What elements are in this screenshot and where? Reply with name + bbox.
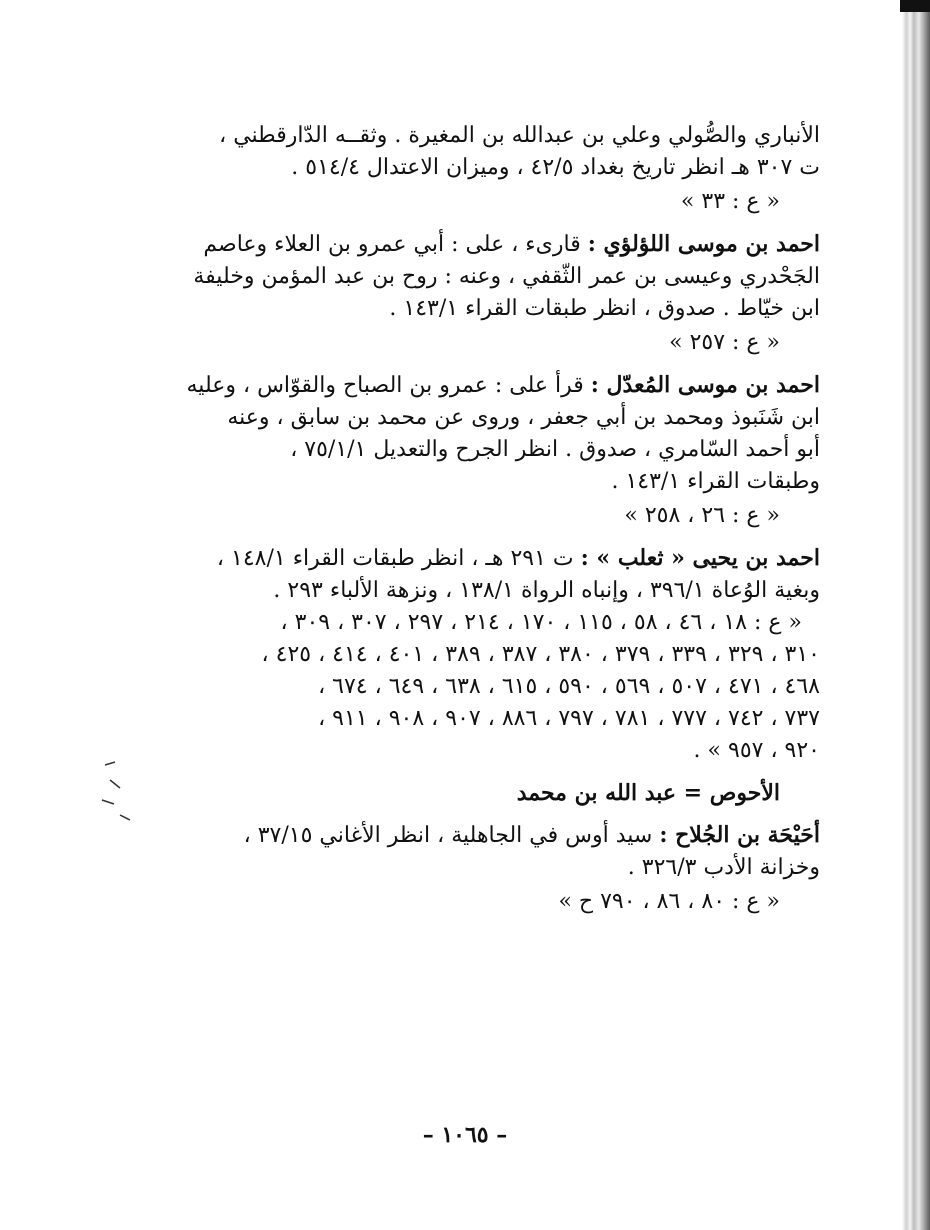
text-line: وخزانة الأدب ٣٢٦/٣ . (627, 855, 820, 880)
reference-line: « ع : ١٨ ، ٤٦ ، ٥٨ ، ١١٥ ، ١٧٠ ، ٢١٤ ، ٢٩٧ ، ٣٠٧ ، ٣٠٩ ، (280, 610, 802, 635)
text-line: الجَحْدري وعيسى بن عمر الثّقفي ، وعنه : روح بن عبد المؤمن وخليفة (193, 264, 820, 289)
text-line: وبغية الوُعاة ٣٩٦/١ ، وإنباه الرواة ١٣٨/١ ، ونزهة الألباء ٢٩٣ . (273, 578, 820, 603)
page-edge-shadow (868, 0, 930, 1230)
crossref-block (150, 777, 820, 809)
entry-heading: احمد بن موسى اللؤلؤي : (587, 231, 820, 257)
reference-line: ٩٢٠ ، ٩٥٧ » . (693, 738, 820, 763)
reference-line: « ع : ٢٥٧ » (669, 330, 780, 355)
cross-reference: الأحوص = عبد الله بن محمد (516, 780, 780, 806)
entry-thalab (150, 542, 820, 767)
reference-line: ٣١٠ ، ٣٢٩ ، ٣٣٩ ، ٣٧٩ ، ٣٨٠ ، ٣٨٧ ، ٣٨٩ ، ٤٠١ ، ٤١٤ ، ٤٢٥ ، (261, 642, 820, 667)
reference-line: « ع : ٣٣ » (680, 189, 780, 214)
text-line: قرأ على : عمرو بن الصباح والقوّاس ، وعليه (186, 373, 584, 398)
entry-heading: احمد بن يحيى « ثعلب » : (580, 545, 820, 571)
text-line: ت ٣٠٧ هـ انظر تاريخ بغداد ٤٢/٥ ، وميزان الاعتدال ٥١٤/٤ . (291, 155, 820, 180)
entry-heading: أحَيْحَة بن الجُلاح : (659, 822, 820, 848)
reference-line: « ع : ٨٠ ، ٨٦ ، ٧٩٠ ح » (558, 889, 780, 914)
reference-line: ٤٦٨ ، ٤٧١ ، ٥٠٧ ، ٥٦٩ ، ٥٩٠ ، ٦١٥ ، ٦٣٨ ، ٦٤٩ ، ٦٧٤ ، (318, 674, 820, 699)
scan-corner-mark (900, 0, 930, 12)
page-number: – ١٠٦٥ – (422, 1122, 508, 1148)
entry-lulu (150, 228, 820, 359)
text-line: وطبقات القراء ١٤٣/١ . (611, 469, 820, 494)
entry-heading: احمد بن موسى المُعدّل : (590, 372, 820, 398)
entry-uhayha (150, 819, 820, 918)
reference-line: « ع : ٢٦ ، ٢٥٨ » (624, 503, 780, 528)
text-line: ابن شَنَبوذ ومحمد بن أبي جعفر ، وروى عن محمد بن سابق ، وعنه (227, 405, 820, 430)
intro-block (150, 120, 820, 218)
text-line: ابن خيّاط . صدوق ، انظر طبقات القراء ١٤٣/١ . (389, 296, 820, 321)
text-line: أبو أحمد السّامري ، صدوق . انظر الجرح والتعديل ٧٥/١/١ ، (290, 437, 820, 462)
document-body (150, 120, 820, 918)
text-line: الأنباري والصُّولي وعلي بن عبدالله بن المغيرة . وثقــه الدّارقطني ، (219, 123, 820, 148)
entry-muaddal (150, 369, 820, 532)
text-line: سيد أوس في الجاهلية ، انظر الأغاني ٣٧/١٥ ، (243, 823, 653, 848)
text-line: قارىء ، على : أبي عمرو بن العلاء وعاصم (203, 232, 581, 257)
reference-line: ٧٣٧ ، ٧٤٢ ، ٧٧٧ ، ٧٨١ ، ٧٩٧ ، ٨٨٦ ، ٩٠٧ ، ٩٠٨ ، ٩١١ ، (318, 706, 820, 731)
text-line: ت ٢٩١ هـ ، انظر طبقات القراء ١٤٨/١ ، (216, 546, 574, 571)
